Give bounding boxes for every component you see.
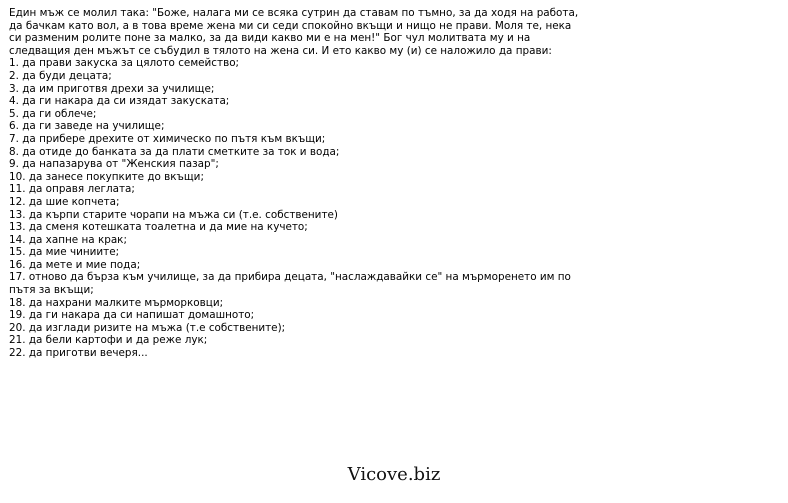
task-list (9, 57, 584, 359)
list-item: 12. да шие копчета; (9, 195, 120, 208)
list-item: 16. да мете и мие пода; (9, 258, 141, 271)
list-item: 19. да ги накара да си напишат домашното; (9, 309, 255, 322)
list-item: 20. да изглади ризите на мъжа (т.е собствените); (9, 321, 286, 334)
list-item: 6. да ги заведе на училище; (9, 120, 165, 133)
intro-paragraph: Един мъж се молил така: "Боже, налага ми се всяка сутрин да ставам по тъмно, за да ходя на работа, да бачкам като вол, а в това време жена ми си седи спокойно вкъщи и нищо не прави. Моля те, нека си разменим ролите поне за малко, за да види какво ми е на мен!" Бог чул молитвата му и на следващия ден мъжът се събудил в тялото на жена си. И ето какво му (и) се наложило да прави: (9, 7, 579, 57)
joke-text (9, 7, 584, 360)
list-item: 14. да хапне на крак; (9, 233, 127, 246)
list-item: 17. отново да бърза към училище, за да прибира децата, "наслаждавайки се" на мърморенето им по пътя за вкъщи; (9, 271, 571, 297)
list-item: 9. да напазарува от "Женския пазар"; (9, 158, 219, 171)
site-watermark: Vicove.biz (347, 464, 441, 485)
list-item: 21. да бели картофи и да реже лук; (9, 334, 208, 347)
list-item: 4. да ги накара да си изядат закуската; (9, 95, 230, 108)
list-item: 3. да им приготвя дрехи за училище; (9, 82, 215, 95)
list-item: 5. да ги облече; (9, 107, 97, 120)
list-item: 15. да мие чиниите; (9, 246, 120, 259)
list-item: 13. да сменя котешката тоалетна и да мие на кучето; (9, 221, 308, 234)
list-item: 18. да нахрани малките мърморковци; (9, 296, 224, 309)
list-item: 22. да приготви вечеря... (9, 347, 148, 360)
list-item: 13. да кърпи старите чорапи на мъжа си (т.е. собствените) (9, 208, 338, 221)
list-item: 7. да прибере дрехите от химическо по пътя към вкъщи; (9, 132, 326, 145)
list-item: 10. да занесе покупките до вкъщи; (9, 170, 204, 183)
list-item: 8. да отиде до банката за да плати сметките за ток и вода; (9, 145, 340, 158)
list-item: 1. да прави закуска за цялото семейство; (9, 57, 240, 70)
list-item: 2. да буди децата; (9, 69, 112, 82)
list-item: 11. да оправя леглата; (9, 183, 135, 196)
